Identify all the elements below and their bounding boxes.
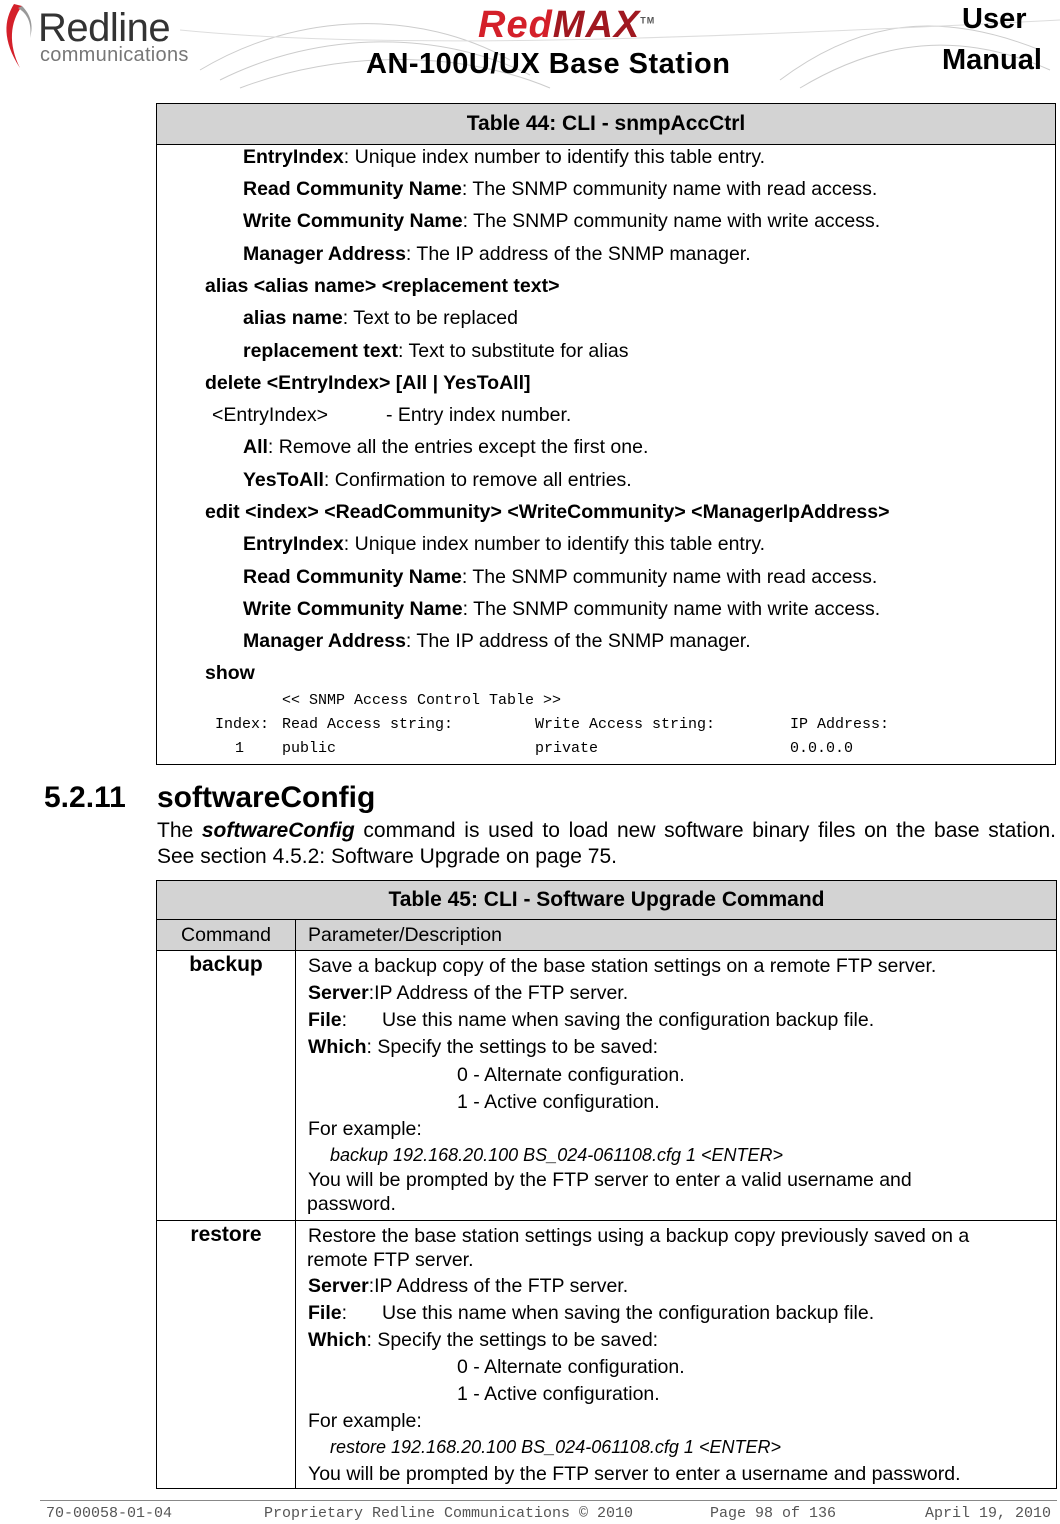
redmax-logo: RedMAX™ — [478, 4, 656, 46]
footer-copyright: Proprietary Redline Communications © 2010 — [264, 1505, 634, 1522]
table-row — [157, 951, 1057, 1221]
show-row-read: public — [282, 740, 337, 757]
show-header-ip: IP Address: — [790, 716, 890, 733]
command-description: Restore the base station settings using a backup copy previously saved on a remote FTP server. Server:IP Address of the FTP server. File: Use this name when saving the configuration backup file. Which: Specify the settings to be saved: 0 - Alternate configuration. 1 - Active configuration. For example: restore 192.168.20.100 BS_024-061108.cfg 1 <ENTER> You will be prompted by the FTP server to enter a username and password. — [296, 1221, 1057, 1489]
entry-index-desc: - Entry index number. — [386, 404, 572, 426]
command-name: backup — [157, 951, 296, 1221]
section-body: The softwareConfig command is used to load new software binary files on the base station. See section 4.5.2: Software Upgrade on page 75. — [157, 819, 1056, 868]
table-caption: Table 44: CLI - snmpAccCtrl — [157, 104, 1055, 145]
param-line: Manager Address: The IP address of the SNMP manager. — [243, 630, 751, 652]
param-line: All: Remove all the entries except the first one. — [243, 436, 649, 458]
param-line: replacement text: Text to substitute for alias — [243, 340, 629, 362]
param-line: EntryIndex: Unique index number to identify this table entry. — [243, 146, 766, 168]
show-command: show — [205, 662, 255, 684]
param-line: EntryIndex: Unique index number to identify this table entry. — [243, 533, 766, 555]
command-description: Save a backup copy of the base station settings on a remote FTP server. Server:IP Address of the FTP server. File: Use this name when saving the configuration backup file. Which: Specify the settings to be saved: 0 - Alternate configuration. 1 - Active configuration. For example: backup 192.168.20.100 BS_024-061108.cfg 1 <ENTER> You will be prompted by the FTP server to enter a valid username and password. — [296, 951, 1057, 1221]
param-line: Write Community Name: The SNMP community name with write access. — [243, 598, 881, 620]
show-row-write: private — [535, 740, 599, 757]
doc-type-line-1: User — [962, 3, 1027, 35]
show-header-write: Write Access string: — [535, 716, 716, 733]
product-line: AN-100U/UX Base Station — [366, 48, 731, 80]
param-line: Write Community Name: The SNMP community name with write access. — [243, 210, 881, 232]
show-header-index: Index: — [215, 716, 270, 733]
section-number: 5.2.11 — [44, 781, 126, 814]
show-row-index: 1 — [235, 740, 245, 757]
logo-main: Redline — [38, 6, 171, 50]
table-row — [157, 1221, 1057, 1489]
entry-index-label: <EntryIndex> — [212, 404, 328, 426]
alias-command: alias <alias name> <replacement text> — [205, 275, 560, 297]
doc-type-line-2: Manual — [942, 44, 1042, 76]
footer-date: April 19, 2010 — [925, 1505, 1052, 1522]
table-snmpaccctrl — [156, 103, 1056, 765]
column-header-command: Command — [157, 920, 296, 951]
footer-doc-id: 70-00058-01-04 — [46, 1505, 173, 1522]
param-line: Read Community Name: The SNMP community name with read access. — [243, 178, 878, 200]
section-title: softwareConfig — [157, 781, 376, 814]
footer-rule — [40, 1500, 1057, 1501]
param-line: Manager Address: The IP address of the SNMP manager. — [243, 243, 751, 265]
footer-page: Page 98 of 136 — [710, 1505, 837, 1522]
logo-sub: communications — [40, 44, 189, 66]
edit-command: edit <index> <ReadCommunity> <WriteCommunity> <ManagerIpAddress> — [205, 501, 890, 523]
command-name: restore — [157, 1221, 296, 1489]
page-header — [0, 0, 1060, 92]
show-row-ip: 0.0.0.0 — [790, 740, 854, 757]
column-header-param: Parameter/Description — [296, 920, 1057, 951]
table-software-upgrade — [156, 880, 1057, 1489]
delete-command: delete <EntryIndex> [All | YesToAll] — [205, 372, 531, 394]
param-line: Read Community Name: The SNMP community name with read access. — [243, 566, 878, 588]
show-output-title: << SNMP Access Control Table >> — [282, 692, 562, 709]
param-line: alias name: Text to be replaced — [243, 307, 518, 329]
show-header-read: Read Access string: — [282, 716, 454, 733]
table-caption: Table 45: CLI - Software Upgrade Command — [157, 881, 1057, 920]
redline-swoosh-icon — [0, 0, 40, 80]
param-line: YesToAll: Confirmation to remove all entries. — [243, 469, 632, 491]
